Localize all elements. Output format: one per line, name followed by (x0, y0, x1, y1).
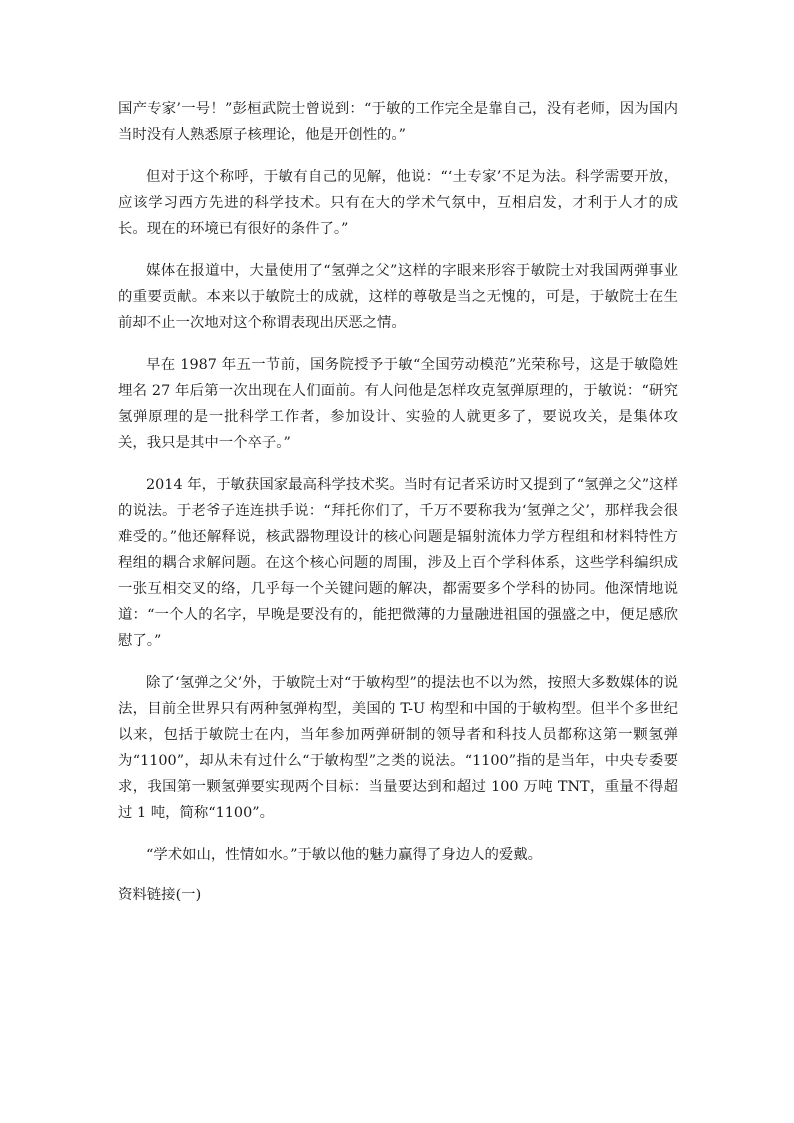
document-page (118, 96, 678, 908)
paragraph-1987-honor: 早在 1987 年五一节前，国务院授予于敏“全国劳动模范”光荣称号，这是于敏隐姓埋名 27 年后第一次出现在人们面前。有人问他是怎样攻克氢弹原理的，于敏说：“研究氢弹原理的是一批科学工作者，参加设计、实验的人就更多了，要说攻关，是集体攻关，我只是其中一个卒子。” (118, 357, 678, 451)
section-heading: 资料链接(一) (118, 887, 202, 903)
paragraph-continuation: 国产专家’一号！”彭桓武院士曾说到：“于敏的工作完全是靠自己，没有老师，因为国内当时没有人熟悉原子核理论，他是开创性的。” (118, 101, 678, 143)
paragraph-media-reports: 媒体在报道中，大量使用了“氢弹之父”这样的字眼来形容于敏院士对我国两弹事业的重要贡献。本来以于敏院士的成就，这样的尊敬是当之无愧的，可是，于敏院士在生前却不止一次地对这个称谓表现出厌恶之情。 (118, 263, 678, 331)
paragraph-yumin-configuration: 除了‘氢弹之父’外，于敏院士对“于敏构型”的提法也不以为然，按照大多数媒体的说法，目前全世界只有两种氢弹构型，美国的 T-U 构型和中国的于敏构型。但半个多世纪以来，包括于敏院士在内，当年参加两弹研制的领导者和科技人员都称这第一颗氢弹为“1100”，却从未有过什么“于敏构型”之类的说法。“1100”指的是当年，中央专委要求，我国第一颗氢弹要实现两个目标：当量要达到和超过 100 万吨 TNT，重量不得超过 1 吨，简称“1100”。 (118, 675, 678, 821)
paragraph-tu-zhuanjia: 但对于这个称呼，于敏有自己的见解，他说：“‘土专家’不足为法。科学需要开放，应该学习西方先进的科学技术。只有在大的学术气氛中，互相启发，才利于人才的成长。现在的环境已有很好的条件了。” (118, 169, 678, 237)
paragraph-2014-award: 2014 年，于敏获国家最高科学技术奖。当时有记者采访时又提到了“氢弹之父”这样的说法。于老爷子连连拱手说：“拜托你们了，千万不要称我为‘氢弹之父’，那样我会很难受的。”他还解释说，核武器物理设计的核心问题是辐射流体力学方程组和材料特性方程组的耦合求解问题。在这个核心问题的周围，涉及上百个学科体系，这些学科编织成一张互相交叉的络，几乎每一个关键问题的解决，都需要多个学科的协同。他深情地说道：“一个人的名字，早晚是要没有的，能把微薄的力量融进祖国的强盛之中，便足感欣慰了。” (118, 477, 678, 649)
paragraph-closing-quote: “学术如山，性情如水。”于敏以他的魅力赢得了身边人的爱戴。 (146, 847, 543, 863)
